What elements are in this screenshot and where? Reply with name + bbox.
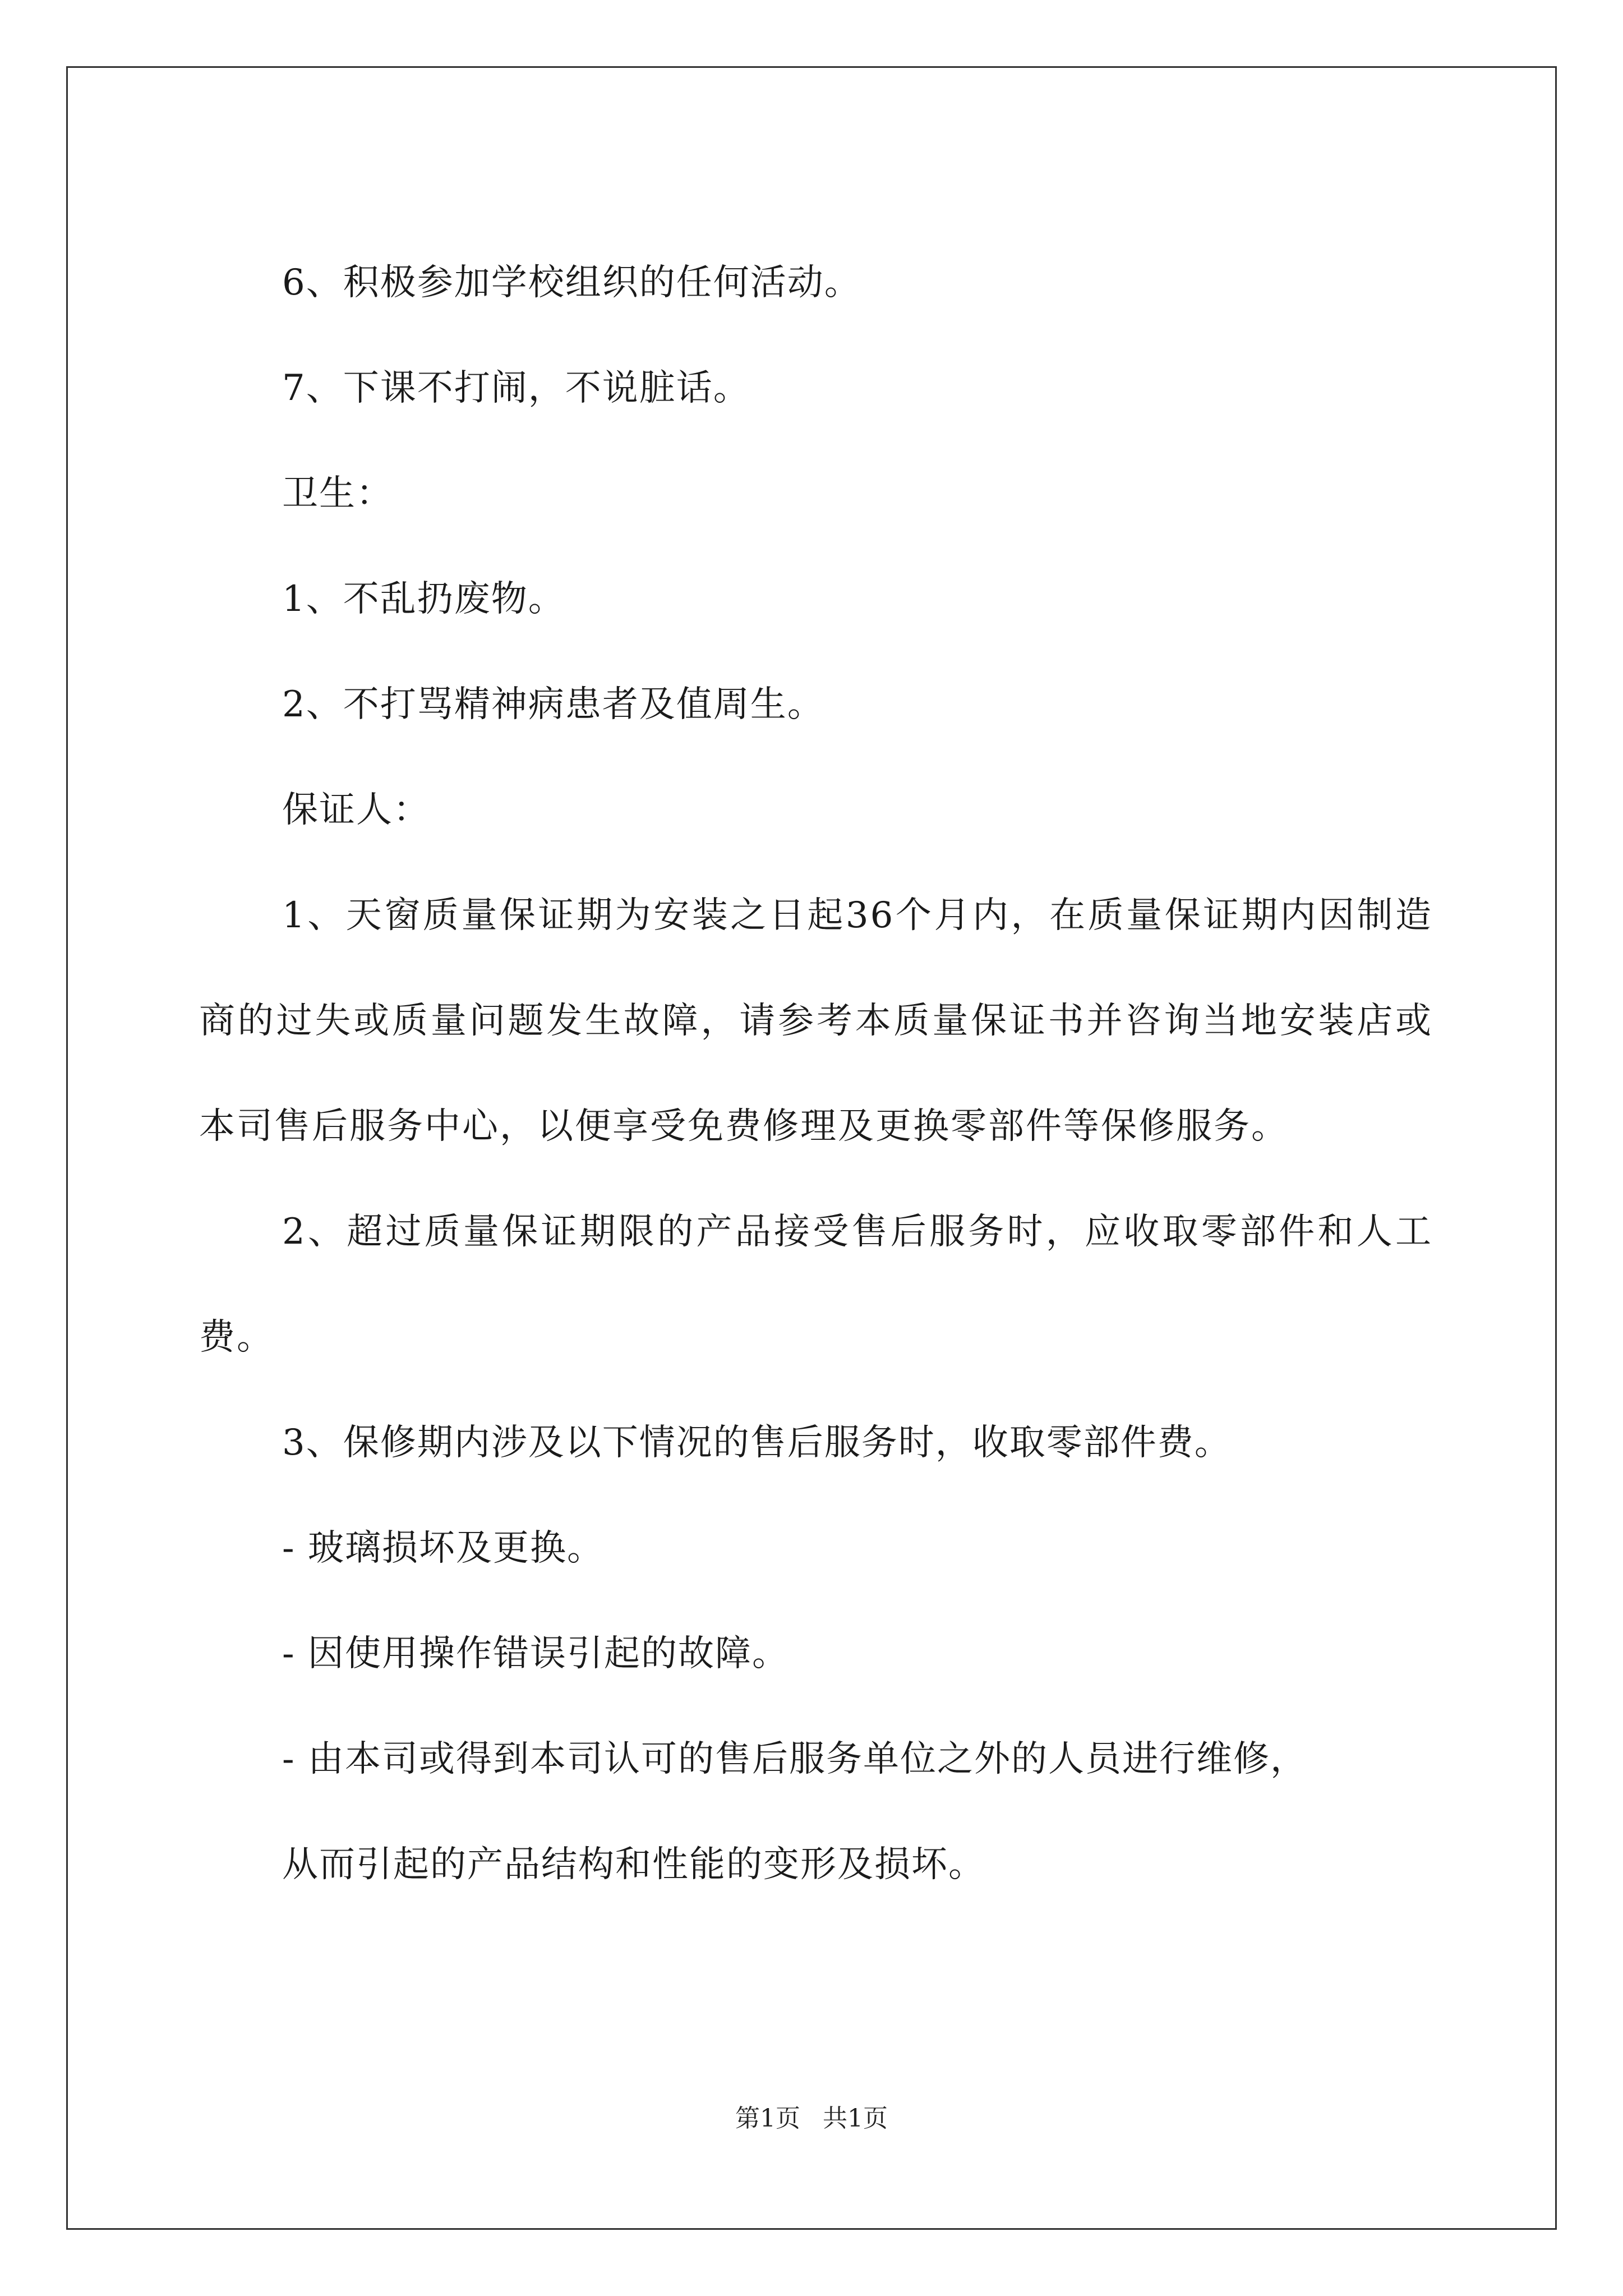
list-item-continuation: 从而引起的产品结构和性能的变形及损坏。 (282, 1844, 985, 1885)
paragraph-activities: 6、积极参加学校组织的任何活动。 (282, 262, 861, 303)
section-heading-guarantor: 保证人： (282, 789, 430, 831)
paragraph-no-abuse: 2、不打骂精神病患者及值周生。 (282, 684, 824, 725)
list-item-misuse: - 因使用操作错误引起的故障。 (282, 1633, 789, 1674)
document-body (199, 230, 1433, 1917)
paragraph-parts-fee: 3、保修期内涉及以下情况的售后服务时，收取零部件费。 (282, 1422, 1232, 1464)
paragraph-warranty-period-text: 1、天窗质量保证期为安装之日起36个月内，在质量保证期内因制造商的过失或质量问题发生故障，请参考本质量保证书并咨询当地安装店或本司售后服务中心，以便享受免费修理及更换零部件等保修服务。 (199, 895, 1433, 1147)
paragraph-no-littering: 1、不乱扔废物。 (282, 578, 565, 620)
page-number: 第1页 (735, 2104, 800, 2133)
page-total: 共1页 (823, 2104, 888, 2133)
list-item-unauthorized-repair: - 由本司或得到本司认可的售后服务单位之外的人员进行维修， (282, 1738, 1307, 1780)
paragraph-out-of-warranty-text: 2、超过质量保证期限的产品接受售后服务时，应收取零部件和人工费。 (199, 1211, 1433, 1358)
page-footer (0, 2098, 1623, 2134)
paragraph-warranty-period (199, 863, 1433, 1179)
list-item-glass: - 玻璃损坏及更换。 (282, 1527, 604, 1569)
paragraph-out-of-warranty (199, 1179, 1433, 1390)
paragraph-no-fighting: 7、下课不打闹，不说脏话。 (282, 367, 750, 409)
section-heading-hygiene: 卫生： (282, 473, 393, 514)
